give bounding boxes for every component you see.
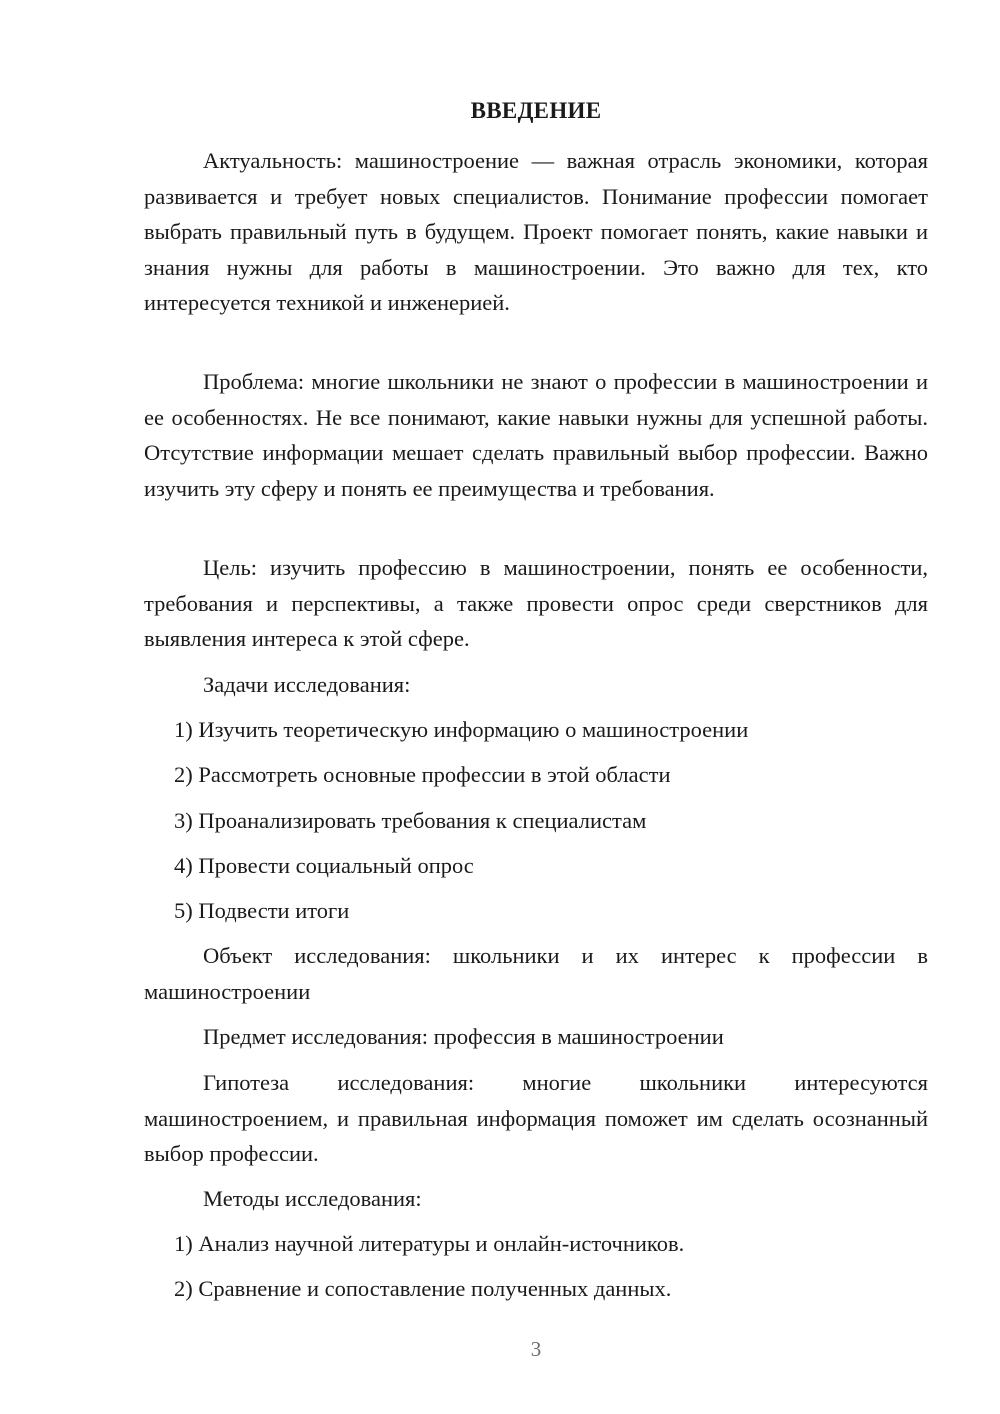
goal-text: Цель: изучить профессию в машиностроении, понять ее особенности, требования и перспективы, а также провести опрос среди сверстников для выявления интереса к этой сфере. [144,555,928,651]
problem-paragraph [144,364,928,506]
task-item-2: 2) Рассмотреть основные профессии в этой области [174,762,671,787]
tasks-heading: Задачи исследования: [203,672,411,697]
task-item-1: 1) Изучить теоретическую информацию о машиностроении [174,717,749,742]
method-item-1: 1) Анализ научной литературы и онлайн-источников. [174,1231,685,1256]
task-item-4: 4) Провести социальный опрос [174,853,474,878]
task-item-3: 3) Проанализировать требования к специалистам [174,808,647,833]
methods-heading: Методы исследования: [203,1186,422,1211]
method-item-2: 2) Сравнение и сопоставление полученных данных. [174,1276,672,1301]
object-text: Объект исследования: школьники и их интерес к профессии в машиностроении [144,943,928,1004]
page-title: ВВЕДЕНИЕ [470,98,602,123]
hypothesis-text: Гипотеза исследования: многие школьники интересуются машиностроением, и правильная информация поможет им сделать осознанный выбор профессии. [144,1070,928,1166]
hypothesis-paragraph [144,1065,928,1172]
task-item-5: 5) Подвести итоги [174,898,350,923]
goal-paragraph [144,550,928,657]
relevance-paragraph [144,143,928,321]
subject-text: Предмет исследования: профессия в машиностроении [203,1024,724,1049]
relevance-text: Актуальность: машиностроение — важная отрасль экономики, которая развивается и требует новых специалистов. Понимание профессии помогает выбрать правильный путь в будущем. Проект помогает понять, какие навыки и знания нужны для работы в машиностроении. Это важно для тех, кто интересуется техникой и инженерией. [144,148,928,315]
object-paragraph [144,938,928,1009]
page-number: 3 [530,1337,542,1361]
problem-text: Проблема: многие школьники не знают о профессии в машиностроении и ее особенностях. Не все понимают, какие навыки нужны для успешной работы. Отсутствие информации мешает сделать правильный выбор профессии. Важно изучить эту сферу и понять ее преимущества и требования. [144,369,928,501]
